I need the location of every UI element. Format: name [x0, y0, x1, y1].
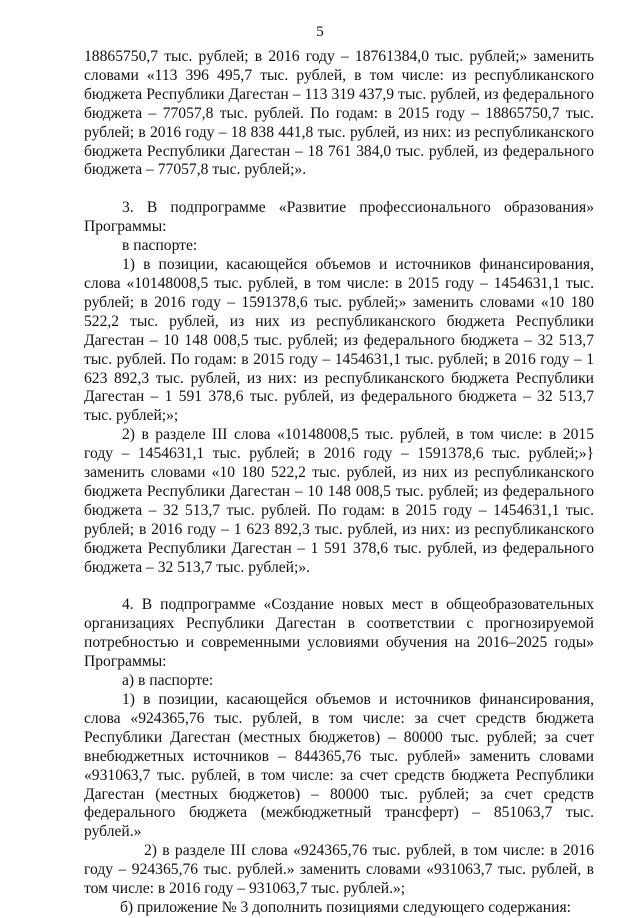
paragraph-subitem-2: 2) в разделе III слова «10148008,5 тыс. рублей, в том числе: в 2015 году – 1454631,1 тыс. рублей; в 2016 году – 1591378,6 тыс. рублей;»} заменить словами «10 180 522,2 тыс. рублей, из них из республиканского бюджета Республики Дагестан – 10 148 008,5 тыс. рублей; из федерального бюджета – 32 513,7 тыс. рублей. По годам: в 2015 году – 1454631,1 тыс. рублей; в 2016 году – 1 623 892,3 тыс. рублей, из них: из республиканского бюджета Республики Дагестан – 1 591 378,6 тыс. рублей, из федерального бюджета – 32 513,7 тыс. рублей;». — [84, 426, 594, 576]
paragraph-appendix-b: б) приложение № 3 дополнить позициями следующего содержания: — [120, 898, 571, 916]
page-number: 5 — [316, 24, 324, 40]
paragraph-subitem-4-2: 2) в разделе III слова «924365,76 тыс. рублей, в том числе: в 2016 году – 924365,76 тыс. рублей.» заменить словами «931063,7 тыс. рублей, в том числе: в 2016 году – 931063,7 тыс. рублей.»; — [84, 842, 594, 898]
paragraph-passport: в паспорте: — [122, 237, 198, 255]
paragraph-item-3: 3. В подпрограмме «Развитие профессионального образования» Программы: — [84, 199, 594, 236]
paragraph-subitem-1: 1) в позиции, касающейся объемов и источников финансирования, слова «10148008,5 тыс. рублей, в том числе: в 2015 году – 1454631,1 тыс. рублей; в 2016 году – 1591378,6 тыс. рублей;» заменить словами «10 180 522,2 тыс. рублей, из них из республиканского бюджета Республики Дагестан – 10 148 008,5 тыс. рублей; из федерального бюджета – 32 513,7 тыс. рублей. По годам: в 2015 году – 1454631,1 тыс. рублей; в 2016 году – 1 623 892,3 тыс. рублей, из них: из республиканского бюджета Республики Дагестан – 1 591 378,6 тыс. рублей, из федерального бюджета – 32 513,7 тыс. рублей;»; — [84, 256, 594, 425]
paragraph-subitem-4-1: 1) в позиции, касающейся объемов и источников финансирования, слова «924365,76 тыс. рублей, в том числе: за счет средств бюджета Республики Дагестан (местных бюджетов) – 80000 тыс. рублей; за счет внебюджетных источников – 844365,76 тыс. рублей» заменить словами «931063,7 тыс. рублей, в том числе: за счет средств бюджета Республики Дагестан (местных бюджетов) – 80000 тыс. рублей; за счет средств федерального бюджета (межбюджетный трансферт) – 851063,7 тыс. рублей.» — [84, 691, 594, 841]
document-body — [84, 48, 594, 918]
paragraph-budget-continuation: 18865750,7 тыс. рублей; в 2016 году – 18761384,0 тыс. рублей;» заменить словами «113 396 495,7 тыс. рублей, в том числе: из республиканского бюджета Республики Дагестан – 113 319 437,9 тыс. рублей, из федерального бюджета – 77057,8 тыс. рублей. По годам: в 2015 году – 18865750,7 тыс. рублей; в 2016 году – 18 838 441,8 тыс. рублей, из них: из республиканского бюджета Республики Дагестан – 18 761 384,0 тыс. рублей, из федерального бюджета – 77057,8 тыс. рублей;». — [84, 48, 594, 179]
paragraph-passport-a: а) в паспорте: — [122, 672, 214, 690]
paragraph-item-4: 4. В подпрограмме «Создание новых мест в общеобразовательных организациях Республики Дагестан в соответствии с прогнозируемой потребностью и современными условиями обучения на 2016–2025 годы» Программы: — [84, 596, 594, 671]
